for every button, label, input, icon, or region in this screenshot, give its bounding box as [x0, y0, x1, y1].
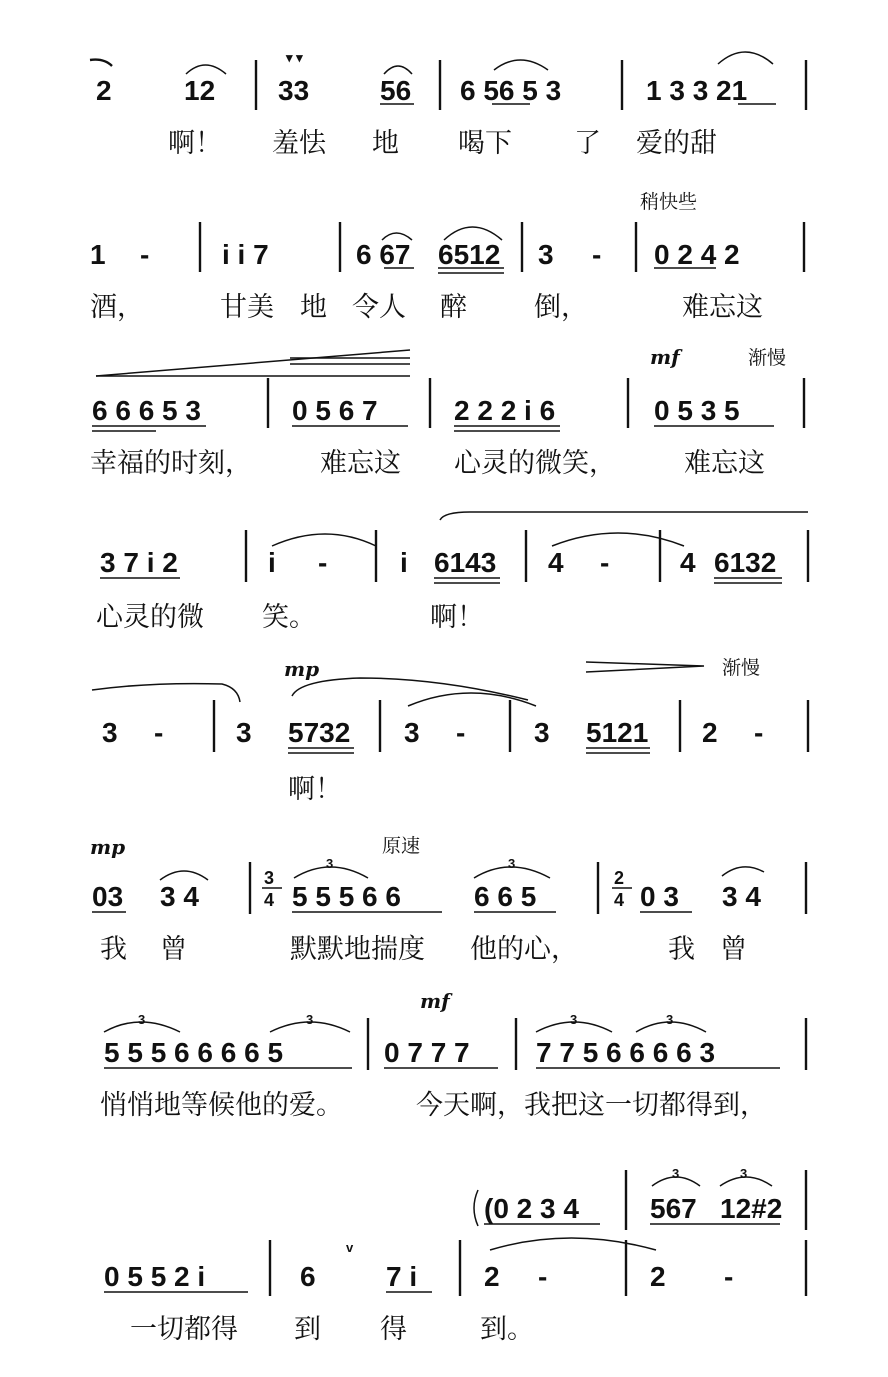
tie-arc: [272, 534, 376, 546]
note-group: 2: [96, 75, 112, 106]
note-group: 6132: [714, 547, 777, 578]
note-group: 6143: [434, 547, 497, 578]
note-group: 6 6 5: [474, 881, 537, 912]
dynamic-mark: mp: [284, 657, 320, 681]
svg-text:3: 3: [264, 868, 275, 888]
note-group: 56: [380, 75, 412, 106]
staff-row-6: [90, 835, 806, 965]
note-group: i: [400, 547, 408, 578]
lyric: 心灵的微笑，: [454, 448, 616, 479]
note-group: 6 6 6 5 3: [92, 395, 201, 426]
lyric: 啊！: [288, 774, 342, 805]
note-group: 0 5 3 5: [654, 395, 740, 426]
note-group: 3 7 i 2: [100, 547, 178, 578]
lyric: 酒，: [90, 292, 144, 323]
staff-row-5: [92, 657, 808, 805]
lyric: 地: [300, 292, 327, 323]
note-group: 03: [92, 881, 124, 912]
staff-row-8: [104, 1166, 806, 1345]
lyric: 醉: [440, 292, 467, 323]
tempo-mark: 渐慢: [722, 657, 761, 679]
note-group: -: [754, 717, 764, 748]
svg-text:2: 2: [614, 868, 625, 888]
note-group: 4: [548, 547, 564, 578]
tie-arc: [490, 1238, 656, 1250]
lyric: 喝下: [458, 128, 512, 159]
svg-text:3: 3: [672, 1166, 680, 1181]
lyric: 令人: [352, 292, 406, 323]
svg-text:4: 4: [264, 890, 275, 910]
lyric: 羞怯: [272, 128, 326, 159]
hairpin: [586, 662, 704, 672]
note-group: -: [724, 1261, 734, 1292]
svg-text:▾ ▾: ▾ ▾: [286, 50, 303, 65]
note-group: 2 2 2 i 6: [454, 395, 556, 426]
lyric: 曾: [720, 934, 747, 965]
note-group: 3: [102, 717, 118, 748]
lyric: 幸福的时刻，: [90, 448, 252, 479]
staff-row-2: [90, 191, 804, 323]
svg-text:3: 3: [666, 1012, 674, 1027]
tempo-mark: 渐慢: [748, 347, 787, 369]
note-group: 1 3 3 21: [646, 75, 748, 106]
lyric: 一切都得: [130, 1314, 238, 1345]
lyric: 得: [380, 1314, 407, 1345]
note-group: 3: [538, 239, 554, 270]
note-group: 4: [680, 547, 696, 578]
accompaniment-notes: 12#2: [720, 1193, 783, 1224]
note-group: 0 5 5 2 i: [104, 1261, 206, 1292]
note-group: 3: [404, 717, 420, 748]
note-group: 0 5 6 7: [292, 395, 378, 426]
lyric: 今天啊，我把这一切都得到，: [416, 1090, 767, 1121]
note-group: 0 2 4 2: [654, 239, 740, 270]
slur-arc: [160, 871, 208, 880]
lyric: 心灵的微: [96, 602, 204, 633]
lyric: 我: [668, 934, 695, 965]
note-group: 2: [702, 717, 718, 748]
note-group: 5121: [586, 717, 649, 748]
note-group: -: [318, 547, 328, 578]
tie-arc: [408, 693, 536, 706]
lyric: 甘美: [220, 292, 274, 323]
tempo-mark: 原速: [382, 835, 421, 857]
note-group: 2: [650, 1261, 666, 1292]
slur-arc: [384, 66, 412, 74]
accompaniment-notes: 567: [650, 1193, 697, 1224]
staff-row-3: [90, 345, 804, 479]
slur-arc: [494, 60, 548, 70]
note-group: 1: [90, 239, 106, 270]
lyric: 倒，: [534, 292, 588, 323]
tie-arc: [552, 533, 684, 546]
staff-row-1: [90, 50, 806, 159]
dynamic-mark: mf: [650, 345, 680, 369]
svg-text:v: v: [346, 1240, 354, 1255]
lyric: 地: [372, 128, 399, 159]
note-group: 3: [534, 717, 550, 748]
note-group: -: [538, 1261, 548, 1292]
svg-text:3: 3: [326, 856, 334, 871]
note-group: 6 56 5 3: [460, 75, 562, 106]
staff-row-7: [100, 989, 806, 1121]
note-group: 6: [300, 1261, 316, 1292]
note-group: 6 67: [356, 239, 411, 270]
svg-text:3: 3: [138, 1012, 146, 1027]
lyric: 啊！: [168, 128, 222, 159]
note-group: -: [456, 717, 466, 748]
dynamic-mark: mp: [90, 835, 126, 859]
note-group: -: [140, 239, 150, 270]
note-group: -: [600, 547, 610, 578]
note-group: 33: [278, 75, 310, 106]
lyric: 曾: [160, 934, 187, 965]
note-group: 7 i: [386, 1261, 418, 1292]
note-group: 6512: [438, 239, 501, 270]
lyric: 难忘这: [682, 292, 763, 323]
staff-row-4: [96, 512, 808, 633]
note-group: 5732: [288, 717, 351, 748]
slur-arc: [722, 867, 764, 876]
note-group: -: [154, 717, 164, 748]
dynamic-mark: mf: [420, 989, 450, 1013]
lyric: 我: [100, 934, 127, 965]
note-group: -: [592, 239, 602, 270]
lyric: 了: [574, 128, 601, 159]
lyric: 默默地揣度: [290, 934, 425, 965]
paren-open: [474, 1190, 478, 1226]
slur-arc: [718, 52, 773, 64]
slur-arc: [292, 678, 528, 700]
tie-arc: [92, 684, 240, 702]
tie-arc: [90, 60, 112, 66]
lyric: 难忘这: [684, 448, 765, 479]
lyric: 难忘这: [320, 448, 401, 479]
note-group: 3: [236, 717, 252, 748]
svg-text:3: 3: [740, 1166, 748, 1181]
svg-text:3: 3: [570, 1012, 578, 1027]
note-group: 12: [184, 75, 216, 106]
svg-text:3: 3: [306, 1012, 314, 1027]
note-group: 2: [484, 1261, 500, 1292]
accompaniment-notes: (0 2 3 4: [484, 1193, 579, 1224]
slur-arc: [186, 65, 226, 74]
hairpin: [96, 350, 410, 376]
note-group: 7 7 5 6 6 6 6 3: [536, 1037, 716, 1068]
lyric: 悄悄地等候他的爱。: [100, 1090, 343, 1121]
note-group: 0 3: [640, 881, 679, 912]
note-group: i: [268, 547, 276, 578]
note-group: 5 5 5 6 6 6 6 5: [104, 1037, 284, 1068]
note-group: 0 7 7 7: [384, 1037, 470, 1068]
svg-text:3: 3: [508, 856, 516, 871]
slur-arc: [440, 512, 808, 520]
lyric: 他的心，: [470, 934, 578, 965]
lyric: 爱的甜: [636, 128, 717, 159]
note-group: 3 4: [722, 881, 761, 912]
lyric: 到: [294, 1314, 321, 1345]
lyric: 到。: [480, 1314, 534, 1345]
svg-text:4: 4: [614, 890, 625, 910]
note-group: i i 7: [222, 239, 269, 270]
tempo-mark: 稍快些: [640, 191, 698, 213]
lyric: 啊！: [430, 602, 484, 633]
note-group: 5 5 5 6 6: [292, 881, 401, 912]
lyric: 笑。: [262, 602, 316, 633]
note-group: 3 4: [160, 881, 199, 912]
